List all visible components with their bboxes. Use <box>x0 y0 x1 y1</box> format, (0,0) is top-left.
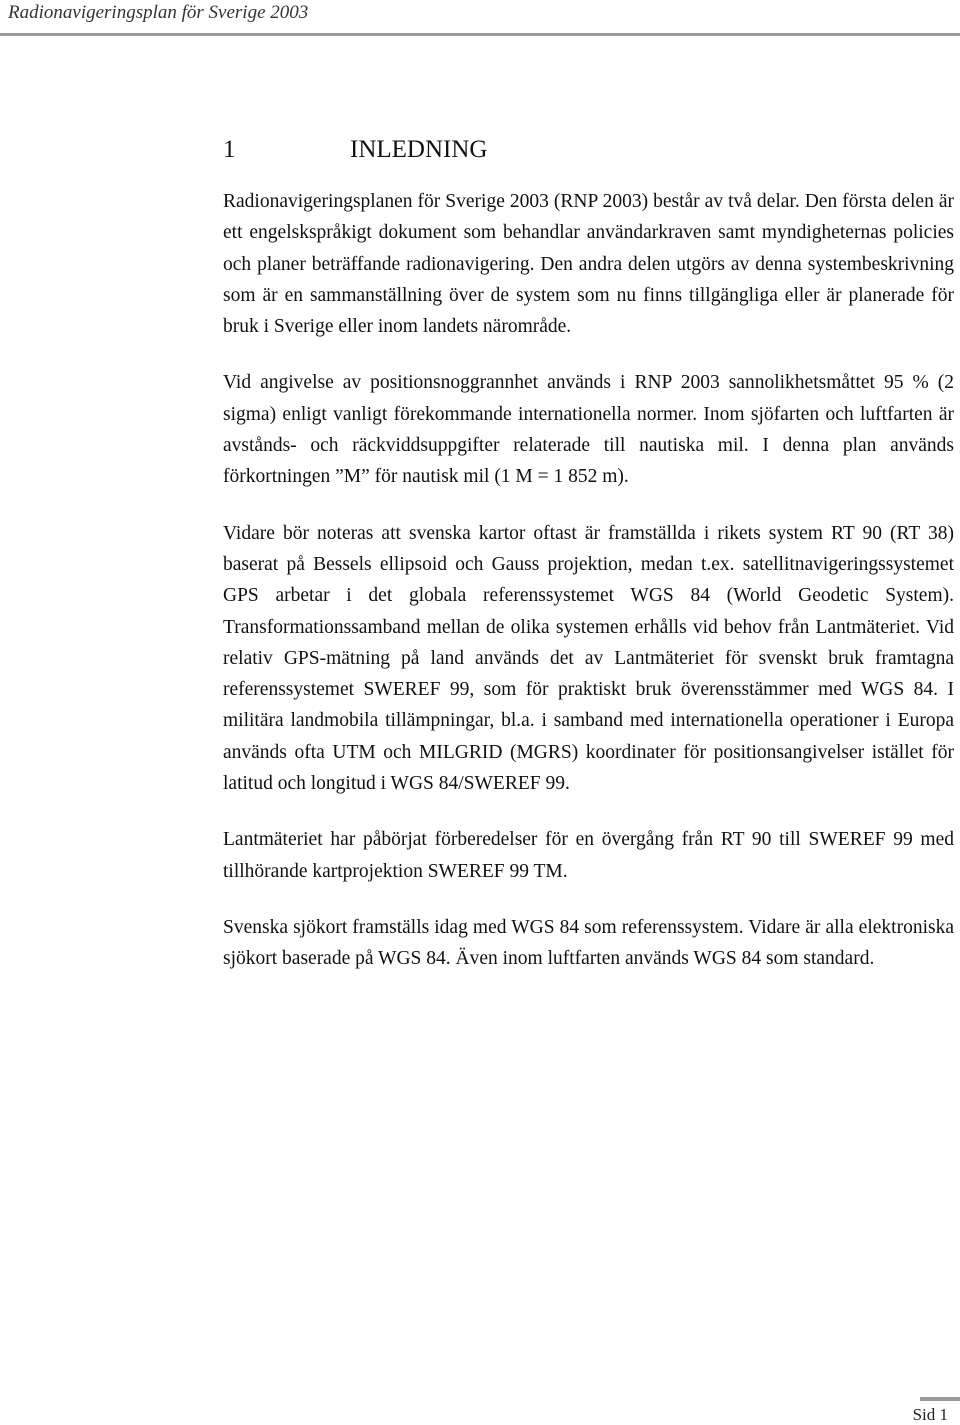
body-text <box>223 186 954 1000</box>
header-rule <box>0 33 960 36</box>
chapter-number: 1 <box>223 136 236 163</box>
paragraph-sweref-transition: Lantmäteriet har påbörjat förberedelser för en övergång från RT 90 till SWEREF 99 med tillhörande kartprojektion SWEREF 99 TM. <box>223 829 954 882</box>
footer-rule <box>920 1397 960 1401</box>
chapter-heading <box>223 134 487 166</box>
chapter-title: INLEDNING <box>350 136 488 163</box>
page-number: Sid 1 <box>912 1405 948 1424</box>
paragraph-intro: Radionavigeringsplanen för Sverige 2003 (RNP 2003) består av två delar. Den första delen är ett engelskspråkigt dokument som behandlar användarkraven samt myndigheternas policies och planer beträffande radionavigering. Den andra delen utgörs av denna systembeskrivning som är en sammanställning över de system som nu finns tillgängliga eller är planerade för bruk i Sverige eller inom landets närområde. <box>223 191 954 338</box>
running-header-title: Radionavigeringsplan för Sverige 2003 <box>8 2 309 23</box>
paragraph-accuracy: Vid angivelse av positionsnoggrannhet används i RNP 2003 sannolikhetsmåttet 95 % (2 sigma) enligt vanligt förekommande internationella normer. Inom sjöfarten och luftfarten är avstånds- och räckviddsuppgifter relaterade till nautiska mil. I denna plan används förkortningen ”M” för nautisk mil (1 M = 1 852 m). <box>223 372 954 488</box>
paragraph-nautical-charts: Svenska sjökort framställs idag med WGS 84 som referenssystem. Vidare är alla elektroniska sjökort baserade på WGS 84. Även inom luftfarten används WGS 84 som standard. <box>223 916 954 970</box>
paragraph-reference-systems: Vidare bör noteras att svenska kartor oftast är framställda i rikets system RT 90 (RT 38) baserat på Bessels ellipsoid och Gauss projektion, medan t.ex. satellitnavigeringssystemet GPS arbetar i det globala referenssystemet WGS 84 (World Geodetic System). Transformationssamband mellan de olika systemen erhålls vid behov från Lantmäteriet. Vid relativ GPS-mätning på land används det av Lantmäteriet för svenskt bruk framtagna referenssystemet SWEREF 99, som för praktiskt bruk överensstämmer med WGS 84. I militära landmobila tillämpningar, bl.a. i samband med internationella operationer i Europa används ofta UTM och MILGRID (MGRS) koordinater för positionsangivelser istället för latitud och longitud i WGS 84/SWEREF 99. <box>223 522 954 795</box>
